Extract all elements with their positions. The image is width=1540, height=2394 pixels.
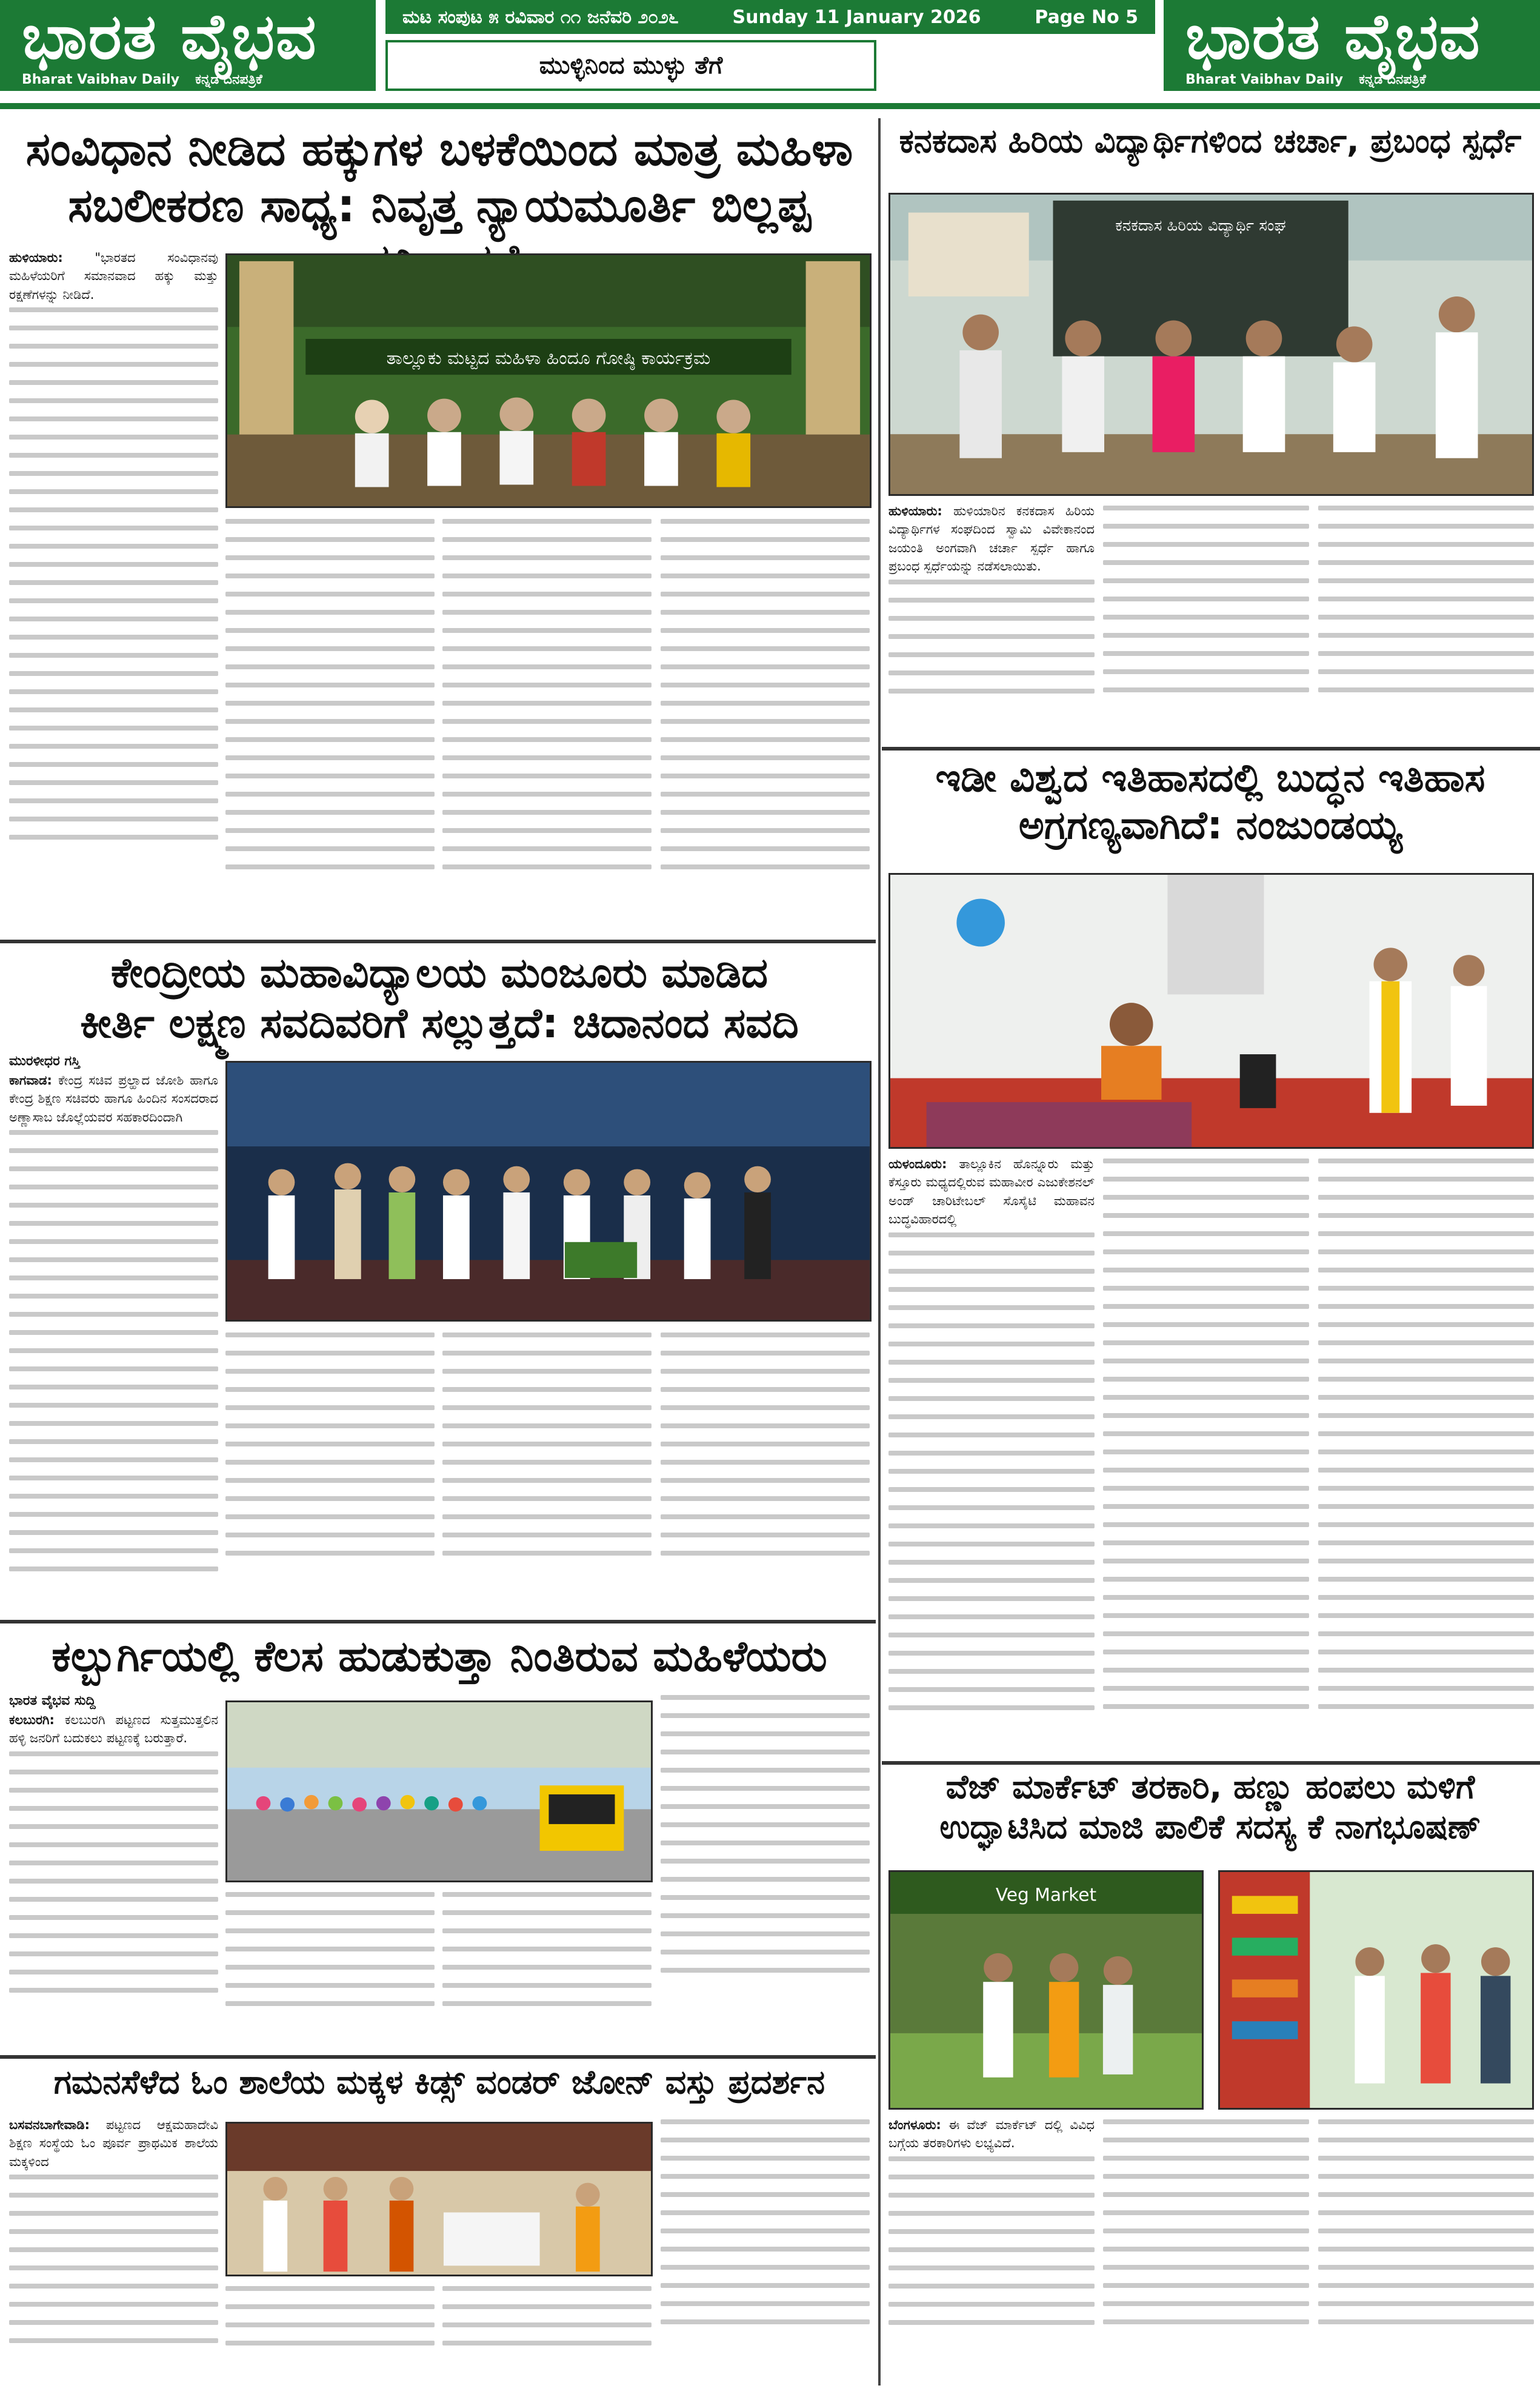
article3-headline-line1: ಇಡೀ ವಿಶ್ವದ ಇತಿಹಾಸದಲ್ಲಿ ಬುದ್ಧನ ಇತಿಹಾಸ [935, 756, 1485, 801]
text-lines [225, 2286, 435, 2346]
article1-dateline: ಹುಳಿಯಾರು: [9, 250, 63, 265]
article3-headline [886, 755, 1535, 858]
article7-dateline: ಬಸವನಬಾಗೇವಾಡಿ: [9, 2118, 90, 2132]
article2-headline-line1: ಕನಕದಾಸ ಹಿರಿಯ ವಿದ್ಯಾರ್ಥಿಗಳಿಂದ ಚರ್ಚಾ, ಪ್ರಬಂಧ ಸ್ಪರ್ಧೆ [899, 122, 1522, 160]
text-lines [888, 2156, 1095, 2325]
text-lines [661, 1332, 870, 1556]
text-lines [1103, 506, 1309, 692]
text-lines [661, 2119, 870, 2324]
article5-photo [225, 1700, 653, 1882]
text-lines [888, 580, 1095, 694]
article5-col1 [9, 1691, 218, 2049]
article7-headline [12, 2062, 867, 2111]
article1-lead: "ಭಾರತದ ಸಂವಿಧಾನವು ಮಹಿಳೆಯರಿಗೆ ಸಮಾನವಾದ ಹಕ್ಕು ಮತ್ತು ರಕ್ಷಣೆಗಳನ್ನು ನೀಡಿದೆ. [9, 250, 218, 302]
article7-col2 [225, 2282, 435, 2389]
text-lines [442, 1332, 652, 1556]
text-lines [1103, 1159, 1309, 1709]
masthead-rule [0, 103, 1540, 109]
text-lines [225, 519, 435, 869]
article2-dateline: ಹುಳಿಯಾರು: [888, 504, 942, 518]
text-lines [1318, 1159, 1534, 1709]
article2-headline [886, 121, 1535, 188]
article7-photo [225, 2122, 653, 2276]
article2-col1 [888, 502, 1095, 744]
article5-byline: ಭಾರತ ವೈಭವ ಸುದ್ದಿ [9, 1693, 96, 1708]
article4-col3 [442, 1329, 652, 1614]
article5-headline [12, 1631, 867, 1685]
text-lines [442, 1892, 652, 2006]
masthead-tagline: ಮುಳ್ಳಿನಿಂದ ಮುಳ್ಳು ತೆಗೆ [385, 40, 876, 91]
article5-col4 [661, 1691, 870, 2049]
article7-lead: ಪಟ್ಟಣದ ಆಕ್ಷಮಹಾದೇವಿ ಶಿಕ್ಷಣ ಸಂಸ್ಥೆಯ ಓಂ ಪೂರ್ವ ಪ್ರಾಥಮಿಕ ಶಾಲೆಯ ಮಕ್ಕಳಿಂದ [9, 2118, 218, 2169]
section-rule [0, 2055, 876, 2059]
masthead-logo-right [1164, 0, 1540, 91]
text-lines [225, 1332, 435, 1556]
article6-photo-left [888, 1870, 1204, 2110]
text-lines [225, 1892, 435, 2006]
text-lines [1103, 2119, 1309, 2324]
article7-col3 [442, 2282, 652, 2389]
article1-headline [12, 121, 867, 242]
article4-col2 [225, 1329, 435, 1614]
article4-headline [12, 949, 867, 1046]
article7-headline-line1: ಗಮನಸೆಳೆದ ಓಂ ಶಾಲೆಯ ಮಕ್ಕಳ ಕಿಡ್ಸ್ ವಂಡರ್ ಜೋನ್ ವಸ್ತು ಪ್ರದರ್ಶನ [53, 2063, 825, 2101]
article4-headline-line1: ಕೇಂದ್ರೀಯ ಮಹಾವಿದ್ಯಾಲಯ ಮಂಜೂರು ಮಾಡಿದ [110, 949, 768, 997]
text-lines [1318, 506, 1534, 692]
section-rule [882, 1761, 1540, 1765]
article3-col3 [1318, 1155, 1534, 1767]
article6-headline-line2: ಉದ್ಘಾಟಿಸಿದ ಮಾಜಿ ಪಾಲಿಕೆ ಸದಸ್ಯ ಕೆ ನಾಗಭೂಷಣ್ [939, 1807, 1481, 1846]
article4-headline-line2: ಕೀರ್ತಿ ಲಕ್ಷ್ಮಣ ಸವದಿವರಿಗೆ ಸಲ್ಲುತ್ತದೆ: ಚಿದಾನಂದ ಸವದಿ [80, 999, 799, 1048]
article1-photo-banner: ತಾಲ್ಲೂಕು ಮಟ್ಟದ ಮಹಿಳಾ ಹಿಂದೂ ಗೋಷ್ಠಿ ಕಾರ್ಯಕ್ರಮ [386, 347, 711, 369]
article1-headline-line1: ಸಂವಿಧಾನ ನೀಡಿದ ಹಕ್ಕುಗಳ ಬಳಕೆಯಿಂದ ಮಾತ್ರ ಮಹಿಳಾ [25, 122, 853, 176]
text-lines [661, 1695, 870, 1973]
article1-col3 [442, 515, 652, 934]
masthead-title-right: ಭಾರತ ವೈಭವ [1185, 0, 1481, 73]
text-lines [888, 1232, 1095, 1710]
article6-headline [886, 1767, 1535, 1864]
article6-lead: ಈ ವೆಜ್ ಮಾರ್ಕೆಟ್ ದಲ್ಲಿ ವಿವಿಧ ಬಗ್ಗೆಯ ತರಕಾರಿಗಳು ಲಭ್ಯವಿದೆ. [888, 2118, 1095, 2151]
article4-byline: ಮುರಳೀಧರ ಗಸ್ತಿ [9, 1054, 80, 1069]
article1-headline-line2: ಸಬಲೀಕರಣ ಸಾಧ್ಯ: ನಿವೃತ್ತ ನ್ಯಾಯಮೂರ್ತಿ ಬಿಲ್ಲಪ್ಪ [68, 178, 811, 232]
article1-col1 [9, 249, 218, 934]
article1-col2 [225, 515, 435, 934]
article5-col2 [225, 1888, 435, 2049]
article4-dateline: ಕಾಗವಾಡ: [9, 1072, 52, 1088]
article4-col4 [661, 1329, 870, 1614]
text-lines [9, 1130, 218, 1571]
article2-col3 [1318, 502, 1534, 744]
column-divider [878, 118, 881, 2386]
issue-date-en: Sunday 11 January 2026 [732, 6, 981, 28]
page-number: Page No 5 [1035, 6, 1138, 28]
article1-photo [225, 253, 872, 508]
article6-col1 [888, 2116, 1095, 2389]
text-lines [9, 1751, 218, 1993]
article6-shop-sign: Veg Market [995, 1884, 1097, 1905]
section-rule [882, 747, 1540, 751]
text-lines [661, 519, 870, 869]
text-lines [442, 519, 652, 869]
article5-headline-line1: ಕಲ್ಬುರ್ಗಿಯಲ್ಲಿ ಕೆಲಸ ಹುಡುಕುತ್ತಾ ನಿಂತಿರುವ ಮಹಿಳೆಯರು [52, 1631, 827, 1681]
article2-blackboard-text: ಕನಕದಾಸ ಹಿರಿಯ ವಿದ್ಯಾರ್ಥಿ ಸಂಘ [1115, 216, 1286, 235]
article2-lead: ಹುಳಿಯಾರಿನ ಕನಕದಾಸ ಹಿರಿಯ ವಿದ್ಯಾರ್ಥಿಗಳ ಸಂಘದಿಂದ ಸ್ವಾಮಿ ವಿವೇಕಾನಂದ ಜಯಂತಿ ಅಂಗವಾಗಿ ಚರ್ಚಾ ಸ್ಪರ್ಧೆ ಹಾಗೂ ಪ್ರಬಂಧ ಸ್ಪರ್ಧೆಯನ್ನು ನಡೆಸಲಾಯಿತು. [888, 504, 1095, 574]
article1-col4 [661, 515, 870, 934]
masthead-sub-kn-right: ಕನ್ನಡ ದಿನಪತ್ರಿಕೆ [1359, 72, 1426, 88]
article6-photo-right [1218, 1870, 1534, 2110]
article6-headline-line1: ವೆಜ್ ಮಾರ್ಕೆಟ್ ತರಕಾರಿ, ಹಣ್ಣು ಹಂಪಲು ಮಳಿಗೆ [945, 1768, 1475, 1806]
article7-col1 [9, 2116, 218, 2389]
text-lines [1318, 2119, 1534, 2324]
article4-col1 [9, 1052, 218, 1616]
issue-kn: ಮಟ ಸಂಪುಟ ೫ ರವಿವಾರ ೧೧ ಜನೆವರಿ ೨೦೨೬ [402, 6, 679, 28]
masthead-logo-left [0, 0, 376, 91]
article2-col2 [1103, 502, 1309, 744]
article6-col3 [1318, 2116, 1534, 2389]
issue-dateline [385, 0, 1155, 34]
masthead-sub-en: Bharat Vaibhav Daily [22, 72, 180, 88]
section-rule [0, 940, 876, 943]
article3-col2 [1103, 1155, 1309, 1767]
text-lines [442, 2286, 652, 2346]
article6-dateline: ಬೆಂಗಳೂರು: [888, 2118, 941, 2132]
section-rule [0, 1620, 876, 1623]
masthead-sub-kn: ಕನ್ನಡ ದಿನಪತ್ರಿಕೆ [195, 72, 262, 88]
masthead-title: ಭಾರತ ವೈಭವ [22, 0, 318, 73]
article6-col2 [1103, 2116, 1309, 2389]
article4-photo [225, 1061, 872, 1322]
masthead-sub-en-right: Bharat Vaibhav Daily [1185, 72, 1344, 88]
article7-col4 [661, 2116, 870, 2389]
article3-dateline: ಯಳಂದೂರು: [888, 1157, 947, 1171]
article2-photo [888, 193, 1534, 496]
article4-lead: ಕೇಂದ್ರ ಸಚಿವ ಪ್ರಲ್ಹಾದ ಜೋಶಿ ಹಾಗೂ ಕೇಂದ್ರ ಶಿಕ್ಷಣ ಸಚಿವರು ಹಾಗೂ ಹಿಂದಿನ ಸಂಸದರಾದ ಅಣ್ಣಾಸಾಬ ಜೊಲ್ಲೆಯವರ ಸಹಕಾರದಿಂದಾಗಿ [9, 1072, 218, 1125]
article5-lead: ಕಲಬುರಗಿ ಪಟ್ಟಣದ ಸುತ್ತಮುತ್ತಲಿನ ಹಳ್ಳಿ ಜನರಿಗೆ ಬದುಕಲು ಪಟ್ಟಣಕ್ಕೆ ಬರುತ್ತಾರೆ. [9, 1712, 218, 1746]
article3-headline-line2: ಅಗ್ರಗಣ್ಯವಾಗಿದೆ: ನಂಜುಂಡಯ್ಯ [1018, 803, 1402, 849]
text-lines [9, 2175, 218, 2343]
article3-photo [888, 873, 1534, 1149]
article3-lead: ತಾಲ್ಲೂಕಿನ ಹೊನ್ನೂರು ಮತ್ತು ಕೆಸ್ತೂರು ಮಧ್ಯದಲ್ಲಿರುವ ಮಹಾವೀರ ಎಜುಕೇಶನಲ್ ಅಂಡ್ ಚಾರಿಟೇಬಲ್ ಸೊಸೈಟಿ ಮಹಾವನ ಬುದ್ಧವಿಹಾರದಲ್ಲಿ [888, 1157, 1095, 1227]
text-lines [9, 307, 218, 840]
article3-col1 [888, 1155, 1095, 1767]
article5-col3 [442, 1888, 652, 2049]
article5-dateline: ಕಲಬುರಗಿ: [9, 1712, 55, 1727]
